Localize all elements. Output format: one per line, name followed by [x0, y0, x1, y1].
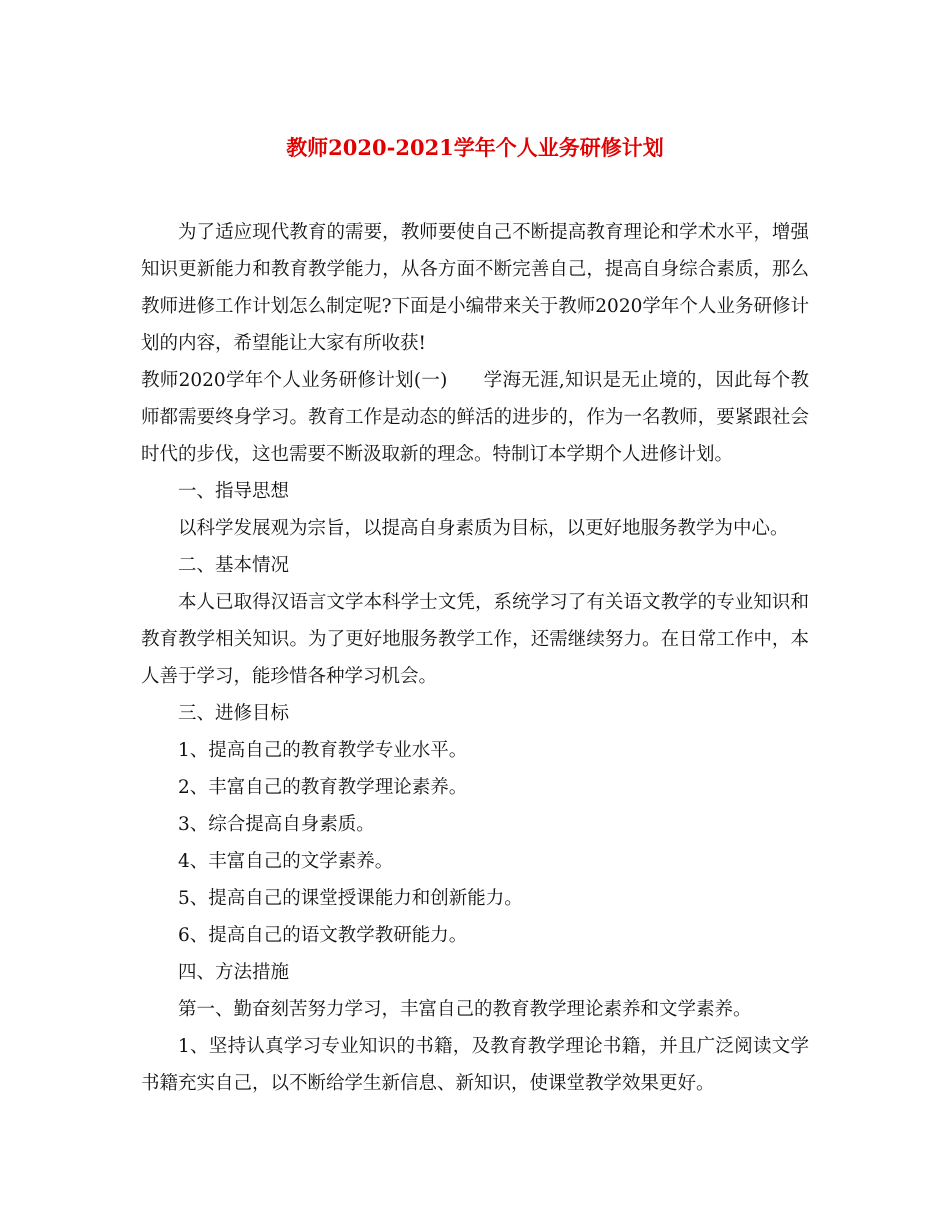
heading-methods: 四、方法措施: [178, 962, 290, 983]
goal-item: 5、提高自己的课堂授课能力和创新能力。: [178, 888, 523, 909]
document-body: [141, 214, 809, 1102]
goal-item: 1、提高自己的教育教学专业水平。: [178, 740, 468, 761]
heading-study-goals: 三、进修目标: [178, 703, 290, 724]
intro-paragraph: 为了适应现代教育的需要，教师要使自己不断提高教育理论和学术水平，增强知识更新能力和教育教学能力，从各方面不断完善自己，提高自身综合素质，那么教师进修工作计划怎么制定呢?下面是小编带来关于教师2020学年个人业务研修计划的内容，希望能让大家有所收获!: [141, 222, 809, 354]
heading-basic-situation: 二、基本情况: [178, 555, 290, 576]
goal-item: 3、综合提高自身素质。: [178, 814, 375, 835]
goal-item: 4、丰富自己的文学素养。: [178, 851, 394, 872]
section-one-label: 教师2020学年个人业务研修计划(一): [141, 370, 448, 391]
method-paragraph: 第一、勤奋刻苦努力学习，丰富自己的教育教学理论素养和文学素养。: [178, 999, 752, 1020]
section-one-text: 学海无涯,知识是无止境的，因此每个教师都需要终身学习。教育工作是动态的鲜活的进步的，作为一名教师，要紧跟社会时代的步伐，这也需要不断汲取新的理念。特制订本学期个人进修计划。: [141, 370, 809, 465]
guiding-thought-paragraph: 以科学发展观为宗旨，以提高自身素质为目标，以更好地服务教学为中心。: [178, 518, 789, 539]
heading-guiding-thought: 一、指导思想: [178, 481, 290, 502]
section-one-paragraph: [141, 362, 809, 473]
basic-situation-paragraph: 本人已取得汉语言文学本科学士文凭，系统学习了有关语文教学的专业知识和教育教学相关知识。为了更好地服务教学工作，还需继续努力。在日常工作中，本人善于学习，能珍惜各种学习机会。: [141, 592, 809, 687]
goal-item: 6、提高自己的语文教学教研能力。: [178, 925, 468, 946]
document-title: 教师2020-2021学年个人业务研修计划: [286, 135, 664, 160]
goal-item: 2、丰富自己的教育教学理论素养。: [178, 777, 468, 798]
method-item: 1、坚持认真学习专业知识的书籍，及教育教学理论书籍，并且广泛阅读文学书籍充实自己，以不断给学生新信息、新知识，使课堂教学效果更好。: [141, 1036, 809, 1094]
